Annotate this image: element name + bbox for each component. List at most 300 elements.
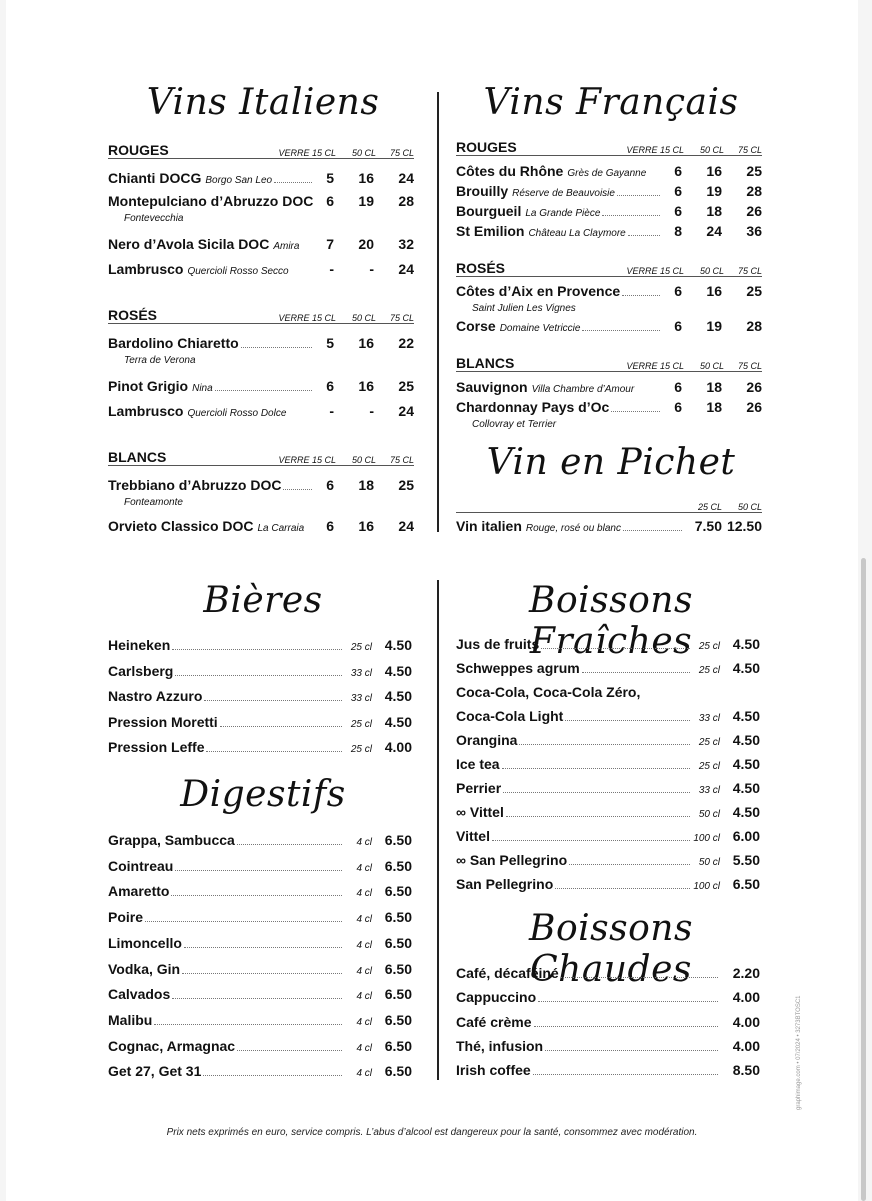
drink-price: 2.20: [732, 965, 760, 981]
col-50cl: 50 CL: [351, 455, 376, 465]
category-label: ROUGES: [108, 142, 169, 158]
pichet-desc: Rouge, rosé ou blanc: [525, 523, 621, 534]
col-verre: VERRE 15 CL: [278, 455, 336, 465]
drink-price: 4.50: [384, 637, 412, 653]
price-75cl: 25: [398, 477, 414, 493]
wine-producer: Domaine Vetriccie: [499, 323, 581, 334]
dot-leader: [204, 700, 342, 701]
price-glass: 6: [326, 193, 334, 209]
price-glass: 5: [326, 335, 334, 351]
price-glass: 5: [326, 170, 334, 186]
heading-vin-pichet: Vin en Pichet: [486, 442, 736, 483]
category-label: ROSÉS: [456, 260, 506, 276]
drink-price: 4.50: [384, 662, 412, 679]
drink-price: 4.50: [384, 713, 412, 730]
drink-volume: 25 cl: [698, 665, 720, 676]
drink-name: Poire: [108, 909, 144, 926]
drink-row: [108, 739, 412, 755]
dot-leader: [617, 195, 660, 196]
dot-leader: [565, 720, 690, 721]
drink-volume: 4 cl: [356, 965, 372, 977]
price-75cl: 25: [746, 163, 762, 179]
wine-row: [456, 283, 762, 299]
column-divider-top: [437, 92, 439, 532]
price-50cl: 19: [706, 183, 722, 199]
price-50cl: 20: [358, 236, 374, 252]
drink-price: 4.00: [384, 739, 412, 755]
price-75cl: 26: [746, 203, 762, 219]
drink-volume: 25 cl: [350, 718, 372, 730]
drink-name: Café, décaféiné: [456, 965, 559, 981]
price-glass: 6: [674, 318, 682, 334]
drink-volume: 4 cl: [356, 939, 372, 951]
wine-row: [456, 163, 762, 179]
dot-leader: [206, 751, 342, 752]
dot-leader: [175, 870, 342, 871]
col-verre: VERRE 15 CL: [278, 313, 336, 323]
pichet-price-50: 12.50: [726, 518, 762, 534]
col-50cl: 50 CL: [351, 313, 376, 323]
wine-name: Brouilly: [456, 183, 509, 199]
drink-row: [108, 909, 412, 925]
drink-price: 6.50: [384, 883, 412, 900]
wine-name: Côtes du Rhône: [456, 163, 564, 179]
col-75cl: 75 CL: [389, 313, 414, 323]
col-50cl: 50 CL: [737, 502, 762, 512]
drink-row: [456, 1014, 760, 1030]
wine-subtitle: Saint Julien Les Vignes: [472, 303, 576, 314]
wine-name: Chardonnay Pays d’Oc: [456, 399, 610, 415]
wine-name: Corse: [456, 318, 496, 334]
drink-name: Jus de fruits: [456, 636, 540, 652]
dot-leader: [611, 411, 660, 412]
drink-volume: 4 cl: [356, 862, 372, 874]
wine-producer: Château La Claymore: [528, 228, 626, 239]
drink-price: 4.50: [732, 756, 760, 772]
drink-volume: 4 cl: [356, 888, 372, 900]
drink-volume: 33 cl: [698, 713, 720, 724]
dot-leader: [154, 1024, 342, 1025]
wine-row: [108, 518, 414, 534]
price-glass: 7: [326, 236, 334, 252]
drink-price: 4.50: [732, 804, 760, 820]
drink-row: [108, 883, 412, 899]
drink-row: [456, 828, 760, 844]
wine-name: Nero d’Avola Sicila DOC: [108, 236, 270, 252]
price-50cl: 18: [706, 379, 722, 395]
wine-name: Bardolino Chiaretto: [108, 335, 239, 351]
wine-row: [456, 318, 762, 334]
drink-row: [108, 1012, 412, 1028]
wine-header: [456, 258, 762, 277]
drink-name: Get 27, Get 31: [108, 1063, 202, 1080]
drink-name: Orangina: [456, 732, 518, 748]
price-50cl: -: [369, 261, 374, 277]
wine-header: [108, 447, 414, 466]
drink-price: 8.50: [732, 1062, 760, 1079]
col-50cl: 50 CL: [699, 361, 724, 371]
drink-name: Calvados: [108, 986, 171, 1003]
wine-name: Lambrusco: [108, 403, 184, 419]
wine-row: [108, 193, 414, 209]
wine-row: [108, 403, 414, 419]
dot-leader: [175, 675, 342, 676]
wine-row: [456, 223, 762, 239]
drink-name: Cognac, Armagnac: [108, 1037, 236, 1054]
drink-name: Vodka, Gin: [108, 960, 181, 977]
drink-name: San Pellegrino: [456, 876, 554, 892]
drink-row: [456, 1038, 760, 1054]
drink-row: [108, 1063, 412, 1079]
price-75cl: 24: [398, 170, 414, 186]
wine-name: St Emilion: [456, 223, 525, 239]
dot-leader: [538, 1001, 718, 1002]
price-75cl: 26: [746, 379, 762, 395]
drink-row: [456, 756, 760, 772]
dot-leader: [237, 1050, 342, 1051]
drink-name: Perrier: [456, 780, 502, 796]
category-label: ROUGES: [456, 139, 517, 155]
price-75cl: 32: [398, 236, 414, 252]
drink-price: 4.50: [732, 660, 760, 676]
wine-name: Montepulciano d’Abruzzo DOC: [108, 193, 314, 209]
wine-name: Sauvignon: [456, 379, 528, 395]
drink-volume: 4 cl: [356, 837, 372, 848]
dot-leader: [623, 530, 682, 531]
dot-leader: [172, 998, 342, 999]
pichet-price-25: 7.50: [694, 518, 722, 534]
wine-row: [108, 378, 414, 394]
wine-row: [108, 170, 414, 186]
price-50cl: 18: [706, 203, 722, 219]
price-75cl: 28: [746, 318, 762, 334]
drink-name: Ice tea: [456, 756, 500, 772]
dot-leader: [184, 947, 342, 948]
dot-leader: [569, 864, 690, 865]
dot-leader: [602, 215, 660, 216]
drink-row: [108, 986, 412, 1002]
price-50cl: -: [369, 403, 374, 419]
drink-price: 6.50: [384, 986, 412, 1003]
wine-row: [456, 183, 762, 199]
dot-leader: [237, 844, 342, 845]
drink-price: 6.50: [384, 832, 412, 848]
heading-vins-italiens: Vins Italiens: [146, 82, 380, 123]
drink-row: [108, 858, 412, 874]
wine-subtitle: Fontevecchia: [124, 213, 184, 224]
drink-name: Carlsberg: [108, 662, 174, 679]
drink-volume: 25 cl: [350, 744, 372, 755]
wine-producer: Grès de Gayanne: [567, 168, 647, 179]
menu-page: [6, 0, 858, 1201]
price-75cl: 25: [746, 283, 762, 299]
price-glass: 6: [674, 399, 682, 415]
price-50cl: 16: [706, 283, 722, 299]
wine-producer: La Carraia: [257, 523, 305, 534]
drink-name: Thé, infusion: [456, 1037, 544, 1054]
dot-leader: [182, 973, 342, 974]
col-50cl: 50 CL: [699, 266, 724, 276]
pichet-row: [456, 518, 762, 534]
drink-row: [456, 684, 760, 700]
drink-row: [456, 876, 760, 892]
wine-row: [108, 261, 414, 277]
wine-name: Trebbiano d’Abruzzo DOC: [108, 477, 282, 493]
drink-row: [456, 1062, 760, 1078]
drink-price: 6.50: [384, 960, 412, 977]
drink-volume: 4 cl: [356, 1068, 372, 1080]
drink-volume: 50 cl: [698, 857, 720, 868]
dot-leader: [555, 888, 690, 889]
wine-row: [108, 335, 414, 351]
drink-name: Cappuccino: [456, 989, 537, 1006]
drink-name: Heineken: [108, 637, 171, 653]
wine-producer: Quercioli Rosso Dolce: [187, 408, 287, 419]
wine-header: [108, 305, 414, 324]
drink-name: Irish coffee: [456, 1062, 531, 1079]
drink-row: [108, 832, 412, 848]
footer-note: Prix nets exprimés en euro, service compris. L’abus d’alcool est dangereux pour la santé, consommez avec modération.: [166, 1127, 698, 1138]
dot-leader: [172, 649, 342, 650]
price-50cl: 16: [358, 378, 374, 394]
price-glass: 8: [674, 223, 682, 239]
price-50cl: 19: [706, 318, 722, 334]
column-divider-bottom: [437, 580, 439, 1080]
category-label: BLANCS: [456, 355, 515, 371]
price-50cl: 16: [358, 335, 374, 351]
dot-leader: [628, 235, 660, 236]
wine-producer: Nina: [192, 383, 213, 394]
col-50cl: 50 CL: [351, 148, 376, 158]
wine-producer: Quercioli Rosso Secco: [187, 266, 289, 277]
dot-leader: [506, 816, 690, 817]
dot-leader: [545, 1050, 718, 1051]
drink-row: [108, 714, 412, 730]
drink-name: Coca-Cola Light: [456, 708, 564, 724]
price-50cl: 18: [706, 399, 722, 415]
dot-leader: [220, 726, 342, 727]
dot-leader: [533, 1074, 718, 1075]
heading-bieres: Bières: [203, 580, 323, 621]
drink-name: Pression Moretti: [108, 713, 218, 730]
drink-row: [108, 663, 412, 679]
dot-leader: [622, 295, 660, 296]
wine-row: [456, 379, 762, 395]
drink-volume: 4 cl: [356, 991, 372, 1003]
wine-header: [108, 140, 414, 159]
col-75cl: 75 CL: [737, 266, 762, 276]
wine-row: [456, 399, 762, 415]
heading-digestifs: Digestifs: [180, 774, 346, 815]
drink-row: [456, 965, 760, 981]
drink-price: 6.50: [732, 876, 760, 892]
drink-price: 6.50: [384, 1037, 412, 1054]
col-50cl: 50 CL: [699, 145, 724, 155]
price-75cl: 25: [398, 378, 414, 394]
drink-volume: 25 cl: [350, 642, 372, 653]
drink-volume: 4 cl: [356, 1016, 372, 1028]
drink-row: [108, 935, 412, 951]
drink-volume: 33 cl: [350, 667, 372, 679]
drink-price: 4.00: [732, 989, 760, 1006]
price-glass: 6: [674, 379, 682, 395]
drink-row: [456, 708, 760, 724]
wine-row: [108, 477, 414, 493]
col-75cl: 75 CL: [389, 455, 414, 465]
drink-volume: 4 cl: [356, 1042, 372, 1054]
drink-price: 4.00: [732, 1013, 760, 1030]
price-50cl: 16: [706, 163, 722, 179]
drink-volume: 25 cl: [698, 641, 720, 652]
wine-subtitle: Terra de Verona: [124, 355, 196, 366]
drink-price: 6.50: [384, 857, 412, 874]
drink-name: Vittel: [456, 828, 490, 844]
drink-name: Malibu: [108, 1011, 153, 1028]
drink-name: ∞ Vittel: [456, 804, 504, 820]
price-glass: 6: [326, 378, 334, 394]
wine-producer: Borgo San Leo: [205, 175, 273, 186]
category-label: BLANCS: [108, 449, 167, 465]
dot-leader: [541, 648, 690, 649]
price-50cl: 16: [358, 170, 374, 186]
drink-name: Schweppes agrum: [456, 660, 580, 676]
drink-name: Nastro Azzuro: [108, 688, 203, 704]
drink-row: [456, 989, 760, 1005]
drink-row: [108, 1038, 412, 1054]
drink-row: [456, 660, 760, 676]
heading-boissons-chaudes: Boissons Chaudes: [529, 908, 693, 990]
col-verre: VERRE 15 CL: [626, 145, 684, 155]
price-50cl: 19: [358, 193, 374, 209]
dot-leader: [241, 347, 312, 348]
scrollbar[interactable]: [861, 558, 866, 1201]
price-glass: 6: [326, 477, 334, 493]
print-credit: graphimage.com • 07/2024 • 3273BTOSC1: [796, 995, 802, 1110]
price-75cl: 28: [746, 183, 762, 199]
drink-price: 4.50: [732, 780, 760, 796]
wine-producer: Villa Chambre d’Amour: [531, 384, 635, 395]
drink-volume: 33 cl: [698, 785, 720, 796]
dot-leader: [171, 895, 342, 896]
wine-name: Pinot Grigio: [108, 378, 189, 394]
drink-price: 5.50: [732, 852, 760, 868]
drink-name: Limoncello: [108, 934, 182, 951]
wine-subtitle: Fonteamonte: [124, 497, 183, 508]
wine-header: [456, 353, 762, 372]
drink-volume: 4 cl: [356, 914, 372, 926]
col-verre: VERRE 15 CL: [626, 266, 684, 276]
price-75cl: 24: [398, 518, 414, 534]
dot-leader: [283, 489, 312, 490]
drink-name: Coca-Cola, Coca-Cola Zéro,: [456, 684, 641, 700]
drink-row: [456, 852, 760, 868]
drink-price: 4.50: [384, 688, 412, 704]
dot-leader: [534, 1026, 719, 1027]
price-75cl: 22: [398, 335, 414, 351]
drink-price: 6.50: [384, 1011, 412, 1028]
price-glass: -: [329, 261, 334, 277]
dot-leader: [519, 744, 690, 745]
price-75cl: 36: [746, 223, 762, 239]
drink-name: Pression Leffe: [108, 739, 205, 755]
dot-leader: [492, 840, 690, 841]
drink-row: [108, 688, 412, 704]
drink-name: Amaretto: [108, 883, 170, 900]
drink-row: [456, 804, 760, 820]
drink-name: Café crème: [456, 1013, 532, 1030]
drink-name: ∞ San Pellegrino: [456, 852, 568, 868]
price-75cl: 24: [398, 403, 414, 419]
dot-leader: [145, 921, 342, 922]
drink-row: [108, 961, 412, 977]
wine-row: [108, 236, 414, 252]
price-50cl: 16: [358, 518, 374, 534]
dot-leader: [561, 977, 718, 978]
price-75cl: 24: [398, 261, 414, 277]
col-75cl: 75 CL: [737, 145, 762, 155]
drink-row: [456, 732, 760, 748]
drink-volume: 25 cl: [698, 737, 720, 748]
dot-leader: [274, 182, 312, 183]
drink-price: 6.50: [384, 934, 412, 951]
price-50cl: 18: [358, 477, 374, 493]
price-glass: 6: [674, 203, 682, 219]
wine-name: Lambrusco: [108, 261, 184, 277]
drink-name: Cointreau: [108, 857, 174, 874]
heading-vins-francais: Vins Français: [483, 82, 739, 123]
price-glass: 6: [674, 183, 682, 199]
drink-volume: 25 cl: [698, 761, 720, 772]
wine-row: [456, 203, 762, 219]
col-75cl: 75 CL: [737, 361, 762, 371]
drink-volume: 100 cl: [693, 881, 720, 892]
wine-name: Chianti DOCG: [108, 170, 202, 186]
col-verre: VERRE 15 CL: [626, 361, 684, 371]
pichet-header: [456, 494, 762, 513]
price-glass: 6: [674, 163, 682, 179]
dot-leader: [502, 768, 690, 769]
price-50cl: 24: [706, 223, 722, 239]
drink-price: 4.50: [732, 732, 760, 748]
category-label: ROSÉS: [108, 307, 158, 323]
pichet-name: Vin italien: [456, 518, 522, 534]
col-verre: VERRE 15 CL: [278, 148, 336, 158]
drink-price: 6.00: [732, 828, 760, 844]
price-75cl: 26: [746, 399, 762, 415]
drink-row: [456, 780, 760, 796]
price-glass: -: [329, 403, 334, 419]
drink-volume: 33 cl: [350, 693, 372, 704]
col-75cl: 75 CL: [389, 148, 414, 158]
wine-producer: Réserve de Beauvoisie: [512, 188, 615, 199]
wine-producer: La Grande Pièce: [525, 208, 601, 219]
dot-leader: [582, 330, 660, 331]
dot-leader: [203, 1075, 342, 1076]
dot-leader: [503, 792, 690, 793]
price-glass: 6: [326, 518, 334, 534]
heading-boissons-fraiches: Boissons Fraîches: [529, 580, 693, 662]
drink-volume: 100 cl: [693, 833, 720, 844]
drink-row: [108, 637, 412, 653]
drink-price: 4.00: [732, 1037, 760, 1054]
drink-price: 4.50: [732, 708, 760, 724]
wine-header: [456, 137, 762, 156]
dot-leader: [582, 672, 690, 673]
price-75cl: 28: [398, 193, 414, 209]
dot-leader: [215, 390, 312, 391]
wine-name: Côtes d’Aix en Provence: [456, 283, 621, 299]
drink-volume: 50 cl: [698, 809, 720, 820]
